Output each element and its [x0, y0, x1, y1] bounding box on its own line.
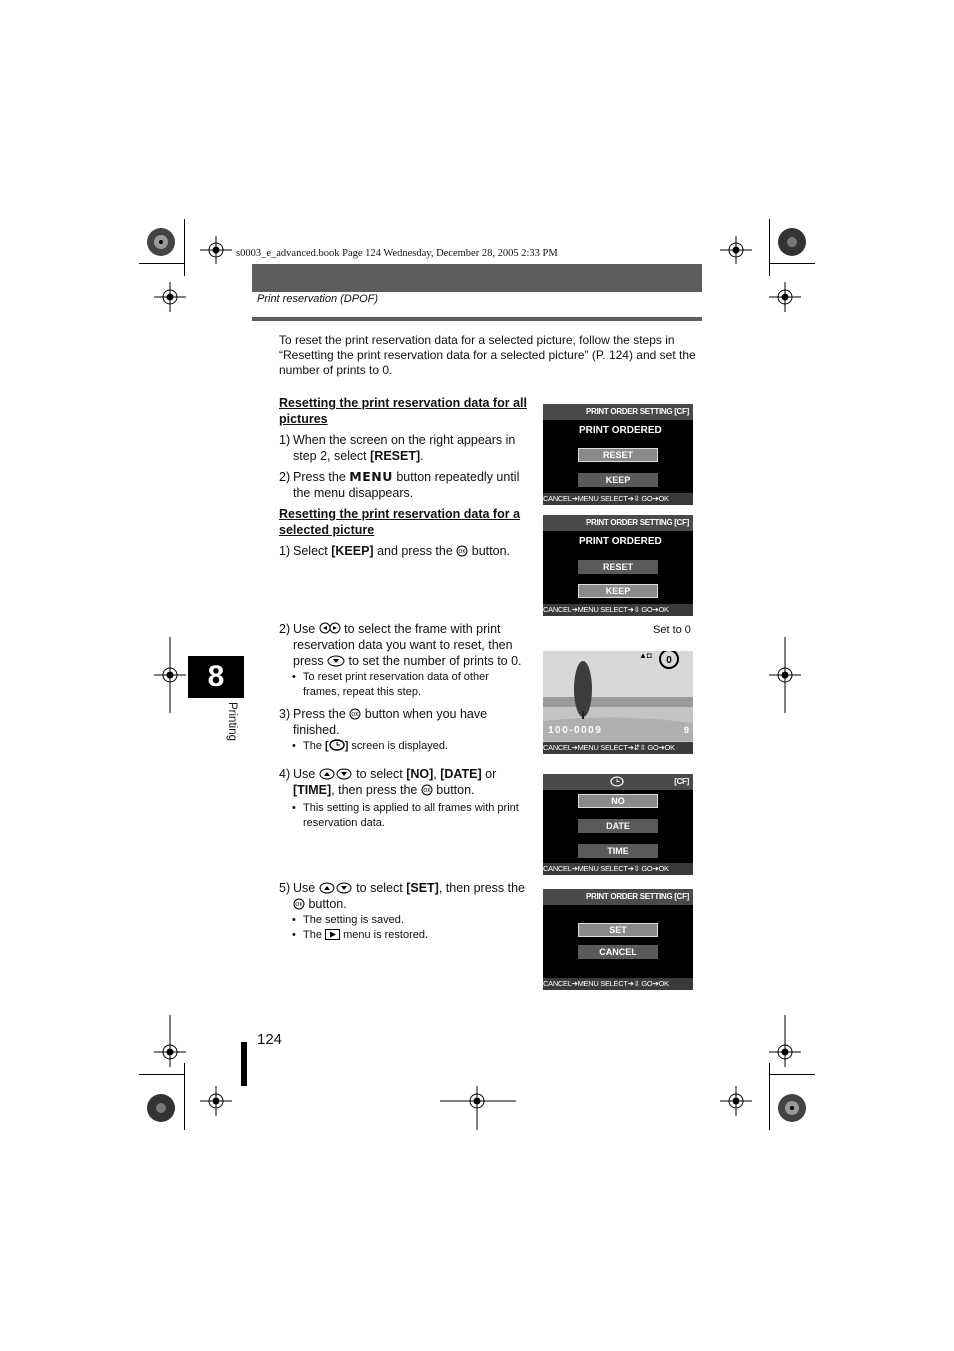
svg-text:OK: OK — [351, 712, 359, 718]
screen-option-keep: KEEP — [578, 584, 658, 598]
step-sel-4: 4) Use to select [NO], [DATE] or [TIME], then press the OK button. — [279, 767, 497, 797]
camera-screen-date-time: [CF] NO DATE TIME CANCEL➔MENU SELECT➔⇳ GO➔OK — [543, 774, 693, 875]
camera-screen-reset: PRINT ORDER SETTING [CF] PRINT ORDERED RESET KEEP CANCEL➔MENU SELECT➔⇳ GO➔OK — [543, 404, 693, 505]
svg-text:OK: OK — [295, 902, 303, 908]
menu-button-label: MENU — [349, 469, 393, 484]
clock-icon — [329, 739, 345, 751]
screen-option-cancel: CANCEL — [578, 945, 658, 959]
step-all-2: 2) Press the MENU button repeatedly until the menu disappears. — [279, 469, 520, 500]
chapter-label: Printing — [226, 702, 238, 741]
bullet-sel-5a: • The setting is saved. — [292, 914, 404, 926]
svg-text:OK: OK — [458, 549, 466, 555]
section-title-selected: Resetting the print reservation data for a selected picture — [279, 507, 521, 537]
reg-mark-icon — [154, 282, 186, 312]
up-down-arrow-icon — [319, 768, 353, 780]
camera-screen-photo: ▲◘ 0 100-0009 9 CANCEL➔MENU SELECT➔⇵⇳ GO➔OK — [543, 651, 693, 754]
reg-mark-icon — [200, 236, 232, 264]
reg-mark-icon — [154, 637, 186, 713]
ok-button-icon — [421, 784, 433, 796]
frame-number: 100-0009 — [548, 725, 603, 736]
ok-button-icon — [349, 708, 361, 720]
camera-screen-set: PRINT ORDER SETTING [CF] SET CANCEL CANCEL➔MENU SELECT➔⇳ GO➔OK — [543, 889, 693, 990]
up-down-arrow-icon — [319, 882, 353, 894]
step-sel-3: 3) Press the OK button when you have finished. — [279, 707, 488, 737]
screen-option-set: SET — [578, 923, 658, 937]
screen-option-keep: KEEP — [578, 473, 658, 487]
down-arrow-icon — [327, 655, 345, 667]
starburst-icon — [147, 228, 175, 256]
starburst-icon — [778, 228, 806, 256]
playback-icon — [325, 929, 340, 940]
reg-mark-icon — [720, 236, 752, 264]
callout-label: Set to 0 — [653, 624, 691, 636]
screen-option-date: DATE — [578, 819, 658, 833]
starburst-icon — [778, 1094, 806, 1122]
bullet-sel-4: • This setting is applied to all frames with print reservation data. — [292, 802, 519, 829]
step-all-1: 1) When the screen on the right appears in step 2, select [RESET]. — [279, 433, 516, 463]
intro-text: To reset the print reservation data for a selected picture, follow the steps in “Resetting the print reservation data for a selected picture” (P. 124) and set the number of prints to 0. — [279, 333, 696, 377]
step-sel-2: 2) Use to select the frame with print reservation data you want to reset, then press to set the number of prints to 0. — [279, 622, 522, 668]
reg-mark-icon — [154, 1015, 186, 1067]
screen-option-time: TIME — [578, 844, 658, 858]
reg-mark-icon — [720, 1086, 752, 1116]
svg-text:OK: OK — [423, 788, 431, 794]
reg-mark-icon — [769, 637, 801, 713]
header-rule — [252, 317, 702, 321]
page-number: 124 — [257, 1031, 283, 1048]
section-title-all: Resetting the print reservation data for all pictures — [279, 396, 527, 426]
remaining-count: 9 — [683, 725, 689, 735]
reg-mark-icon — [440, 1086, 516, 1130]
ok-button-icon — [456, 545, 468, 557]
clock-icon — [610, 776, 624, 787]
bullet-sel-2: • To reset print reservation data of other frames, repeat this step. — [292, 671, 489, 698]
screen-option-no: NO — [578, 794, 658, 808]
print-count-icon: ▲◘ — [639, 651, 652, 660]
left-right-arrow-icon — [319, 621, 341, 635]
reg-mark-icon — [769, 282, 801, 312]
starburst-icon — [147, 1094, 175, 1122]
step-sel-5: 5) Use to select [SET], then press the OK button. — [279, 881, 526, 911]
screen-option-reset: RESET — [578, 560, 658, 574]
file-header: s0003_e_advanced.book Page 124 Wednesday, December 28, 2005 2:33 PM — [236, 248, 558, 259]
ok-button-icon — [293, 898, 305, 910]
screen-option-reset: RESET — [578, 448, 658, 462]
page-bar — [241, 1042, 247, 1086]
page-title: Print reservation (DPOF) — [257, 293, 379, 305]
camera-screen-keep: PRINT ORDER SETTING [CF] PRINT ORDERED RESET KEEP CANCEL➔MENU SELECT➔⇳ GO➔OK — [543, 515, 693, 616]
bullet-sel-5b: • The menu is restored. — [292, 929, 429, 941]
bullet-sel-3: • The [ ] screen is displayed. — [292, 740, 449, 752]
reg-mark-icon — [769, 1015, 801, 1067]
step-sel-1: 1) Select [KEEP] and press the OK button. — [279, 544, 510, 558]
chapter-tab: 8 — [188, 656, 244, 698]
header-bar — [252, 264, 702, 292]
count-highlight: 0 — [659, 651, 679, 669]
reg-mark-icon — [200, 1086, 232, 1116]
